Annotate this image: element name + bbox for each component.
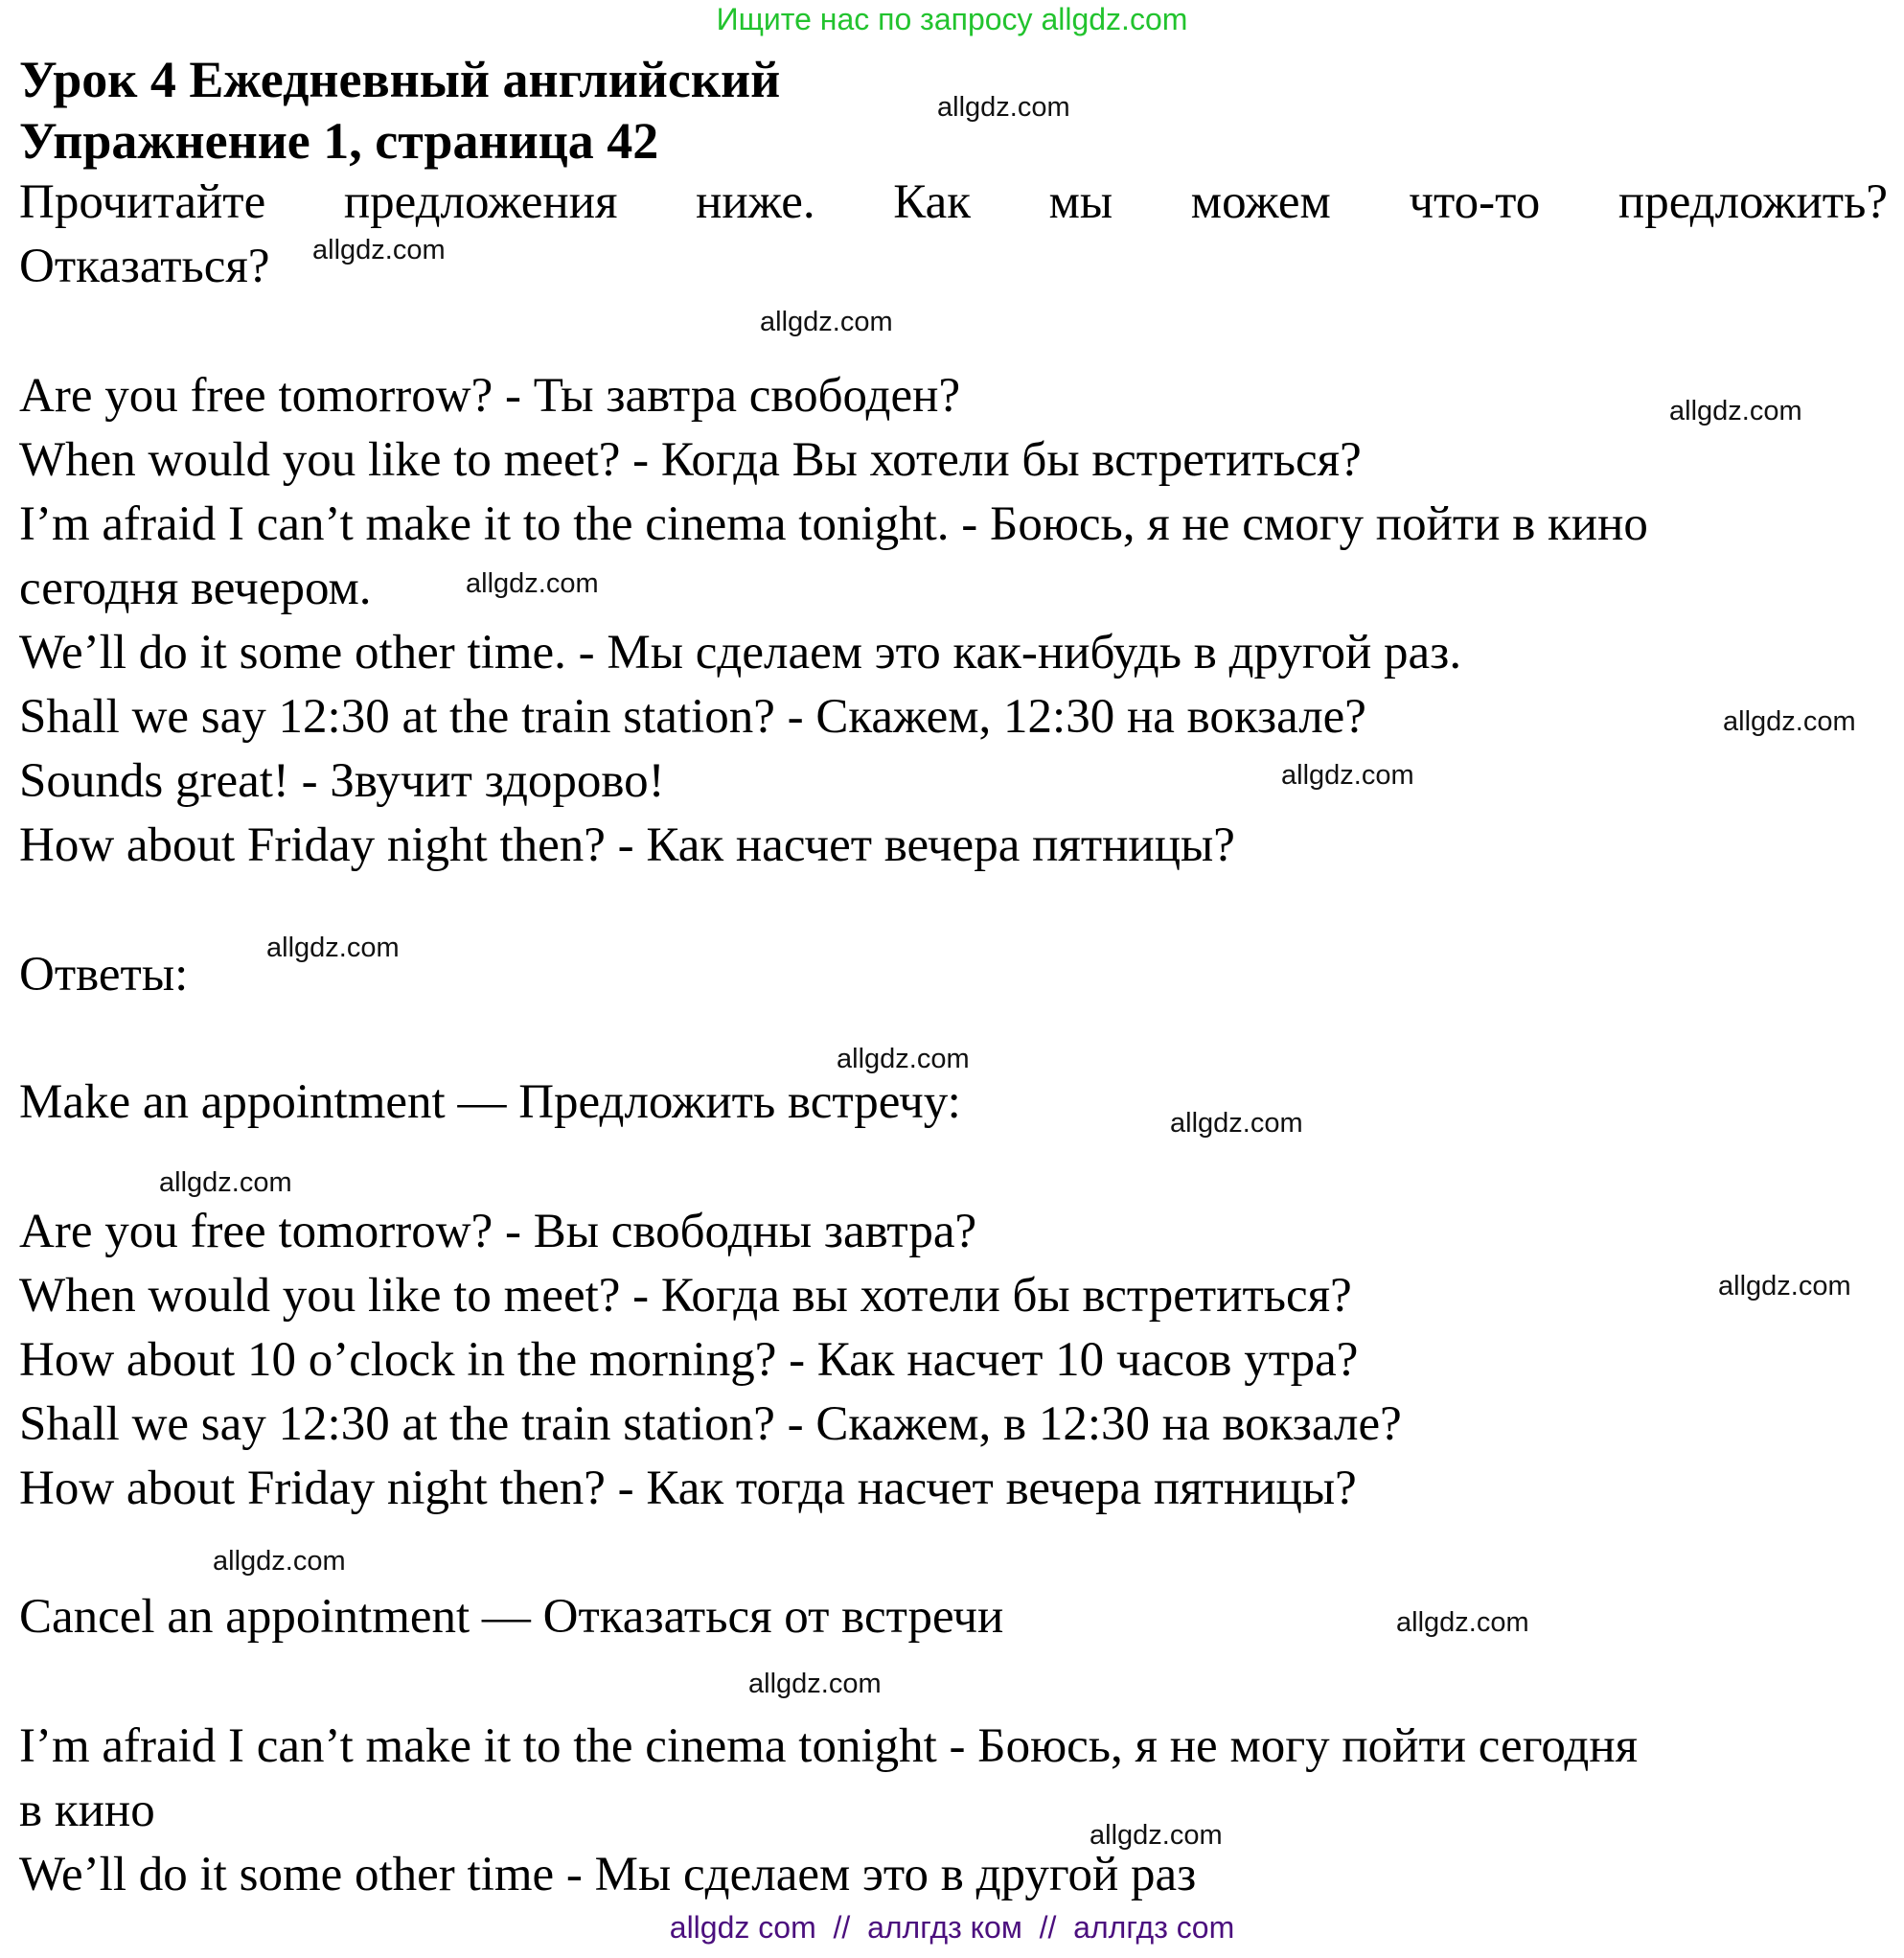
instruction-line-2: Отказаться? bbox=[19, 240, 270, 293]
instruction-line-1: Прочитайте предложения ниже. Как мы можем что-то предложить? bbox=[19, 175, 1888, 229]
watermark: allgdz.com bbox=[312, 235, 446, 265]
watermark: allgdz.com bbox=[266, 933, 400, 963]
answer-line: I’m afraid I can’t make it to the cinema tonight - Боюсь, я не могу пойти сегодня bbox=[19, 1719, 1639, 1773]
watermark: allgdz.com bbox=[213, 1546, 346, 1577]
watermark: allgdz.com bbox=[466, 568, 599, 599]
answers-label: Ответы: bbox=[19, 948, 189, 1002]
watermark: allgdz.com bbox=[1723, 706, 1856, 737]
sentence-line: I’m afraid I can’t make it to the cinema tonight. - Боюсь, я не смогу пойти в кино bbox=[19, 497, 1648, 551]
watermark: allgdz.com bbox=[1669, 396, 1802, 426]
answer-line: в кино bbox=[19, 1784, 155, 1837]
answer-line: We’ll do it some other time - Мы сделаем это в другой раз bbox=[19, 1848, 1197, 1901]
sentence-line: We’ll do it some other time. - Мы сделаем это как-нибудь в другой раз. bbox=[19, 626, 1462, 680]
watermark: allgdz.com bbox=[760, 307, 893, 337]
exercise-title: Упражнение 1, страница 42 bbox=[19, 112, 659, 170]
cancel-appointment-heading: Cancel an appointment — Отказаться от встречи bbox=[19, 1590, 1004, 1644]
watermark: allgdz.com bbox=[1396, 1607, 1529, 1638]
watermark: allgdz.com bbox=[1090, 1820, 1223, 1851]
sentence-line: When would you like to meet? - Когда Вы хотели бы встретиться? bbox=[19, 433, 1362, 487]
watermark: allgdz.com bbox=[837, 1044, 970, 1074]
watermark: allgdz.com bbox=[937, 92, 1070, 123]
answer-line: How about Friday night then? - Как тогда насчет вечера пятницы? bbox=[19, 1462, 1357, 1515]
lesson-title: Урок 4 Ежедневный английский bbox=[19, 51, 781, 108]
make-appointment-heading: Make an appointment — Предложить встречу: bbox=[19, 1075, 961, 1129]
sentence-line: Sounds great! - Звучит здорово! bbox=[19, 754, 665, 808]
answer-line: When would you like to meet? - Когда вы хотели бы встретиться? bbox=[19, 1269, 1352, 1323]
sentence-line: Shall we say 12:30 at the train station? - Скажем, 12:30 на вокзале? bbox=[19, 690, 1366, 744]
footer-watermark: allgdz com // аллгдз ком // аллгдз com bbox=[669, 1910, 1235, 1945]
sentence-line: Are you free tomorrow? - Ты завтра свободен? bbox=[19, 369, 961, 423]
watermark: allgdz.com bbox=[1170, 1108, 1303, 1139]
sentence-line: сегодня вечером. bbox=[19, 562, 372, 615]
watermark: allgdz.com bbox=[159, 1167, 292, 1198]
answer-line: Shall we say 12:30 at the train station? - Скажем, в 12:30 на вокзале? bbox=[19, 1397, 1402, 1451]
answer-line: Are you free tomorrow? - Вы свободны завтра? bbox=[19, 1205, 977, 1258]
sentence-line: How about Friday night then? - Как насчет вечера пятницы? bbox=[19, 818, 1235, 872]
watermark: allgdz.com bbox=[748, 1669, 882, 1699]
search-banner: Ищите нас по запросу allgdz.com bbox=[716, 2, 1188, 36]
watermark: allgdz.com bbox=[1718, 1271, 1851, 1301]
watermark: allgdz.com bbox=[1281, 760, 1414, 791]
answer-line: How about 10 o’clock in the morning? - Как насчет 10 часов утра? bbox=[19, 1333, 1359, 1387]
